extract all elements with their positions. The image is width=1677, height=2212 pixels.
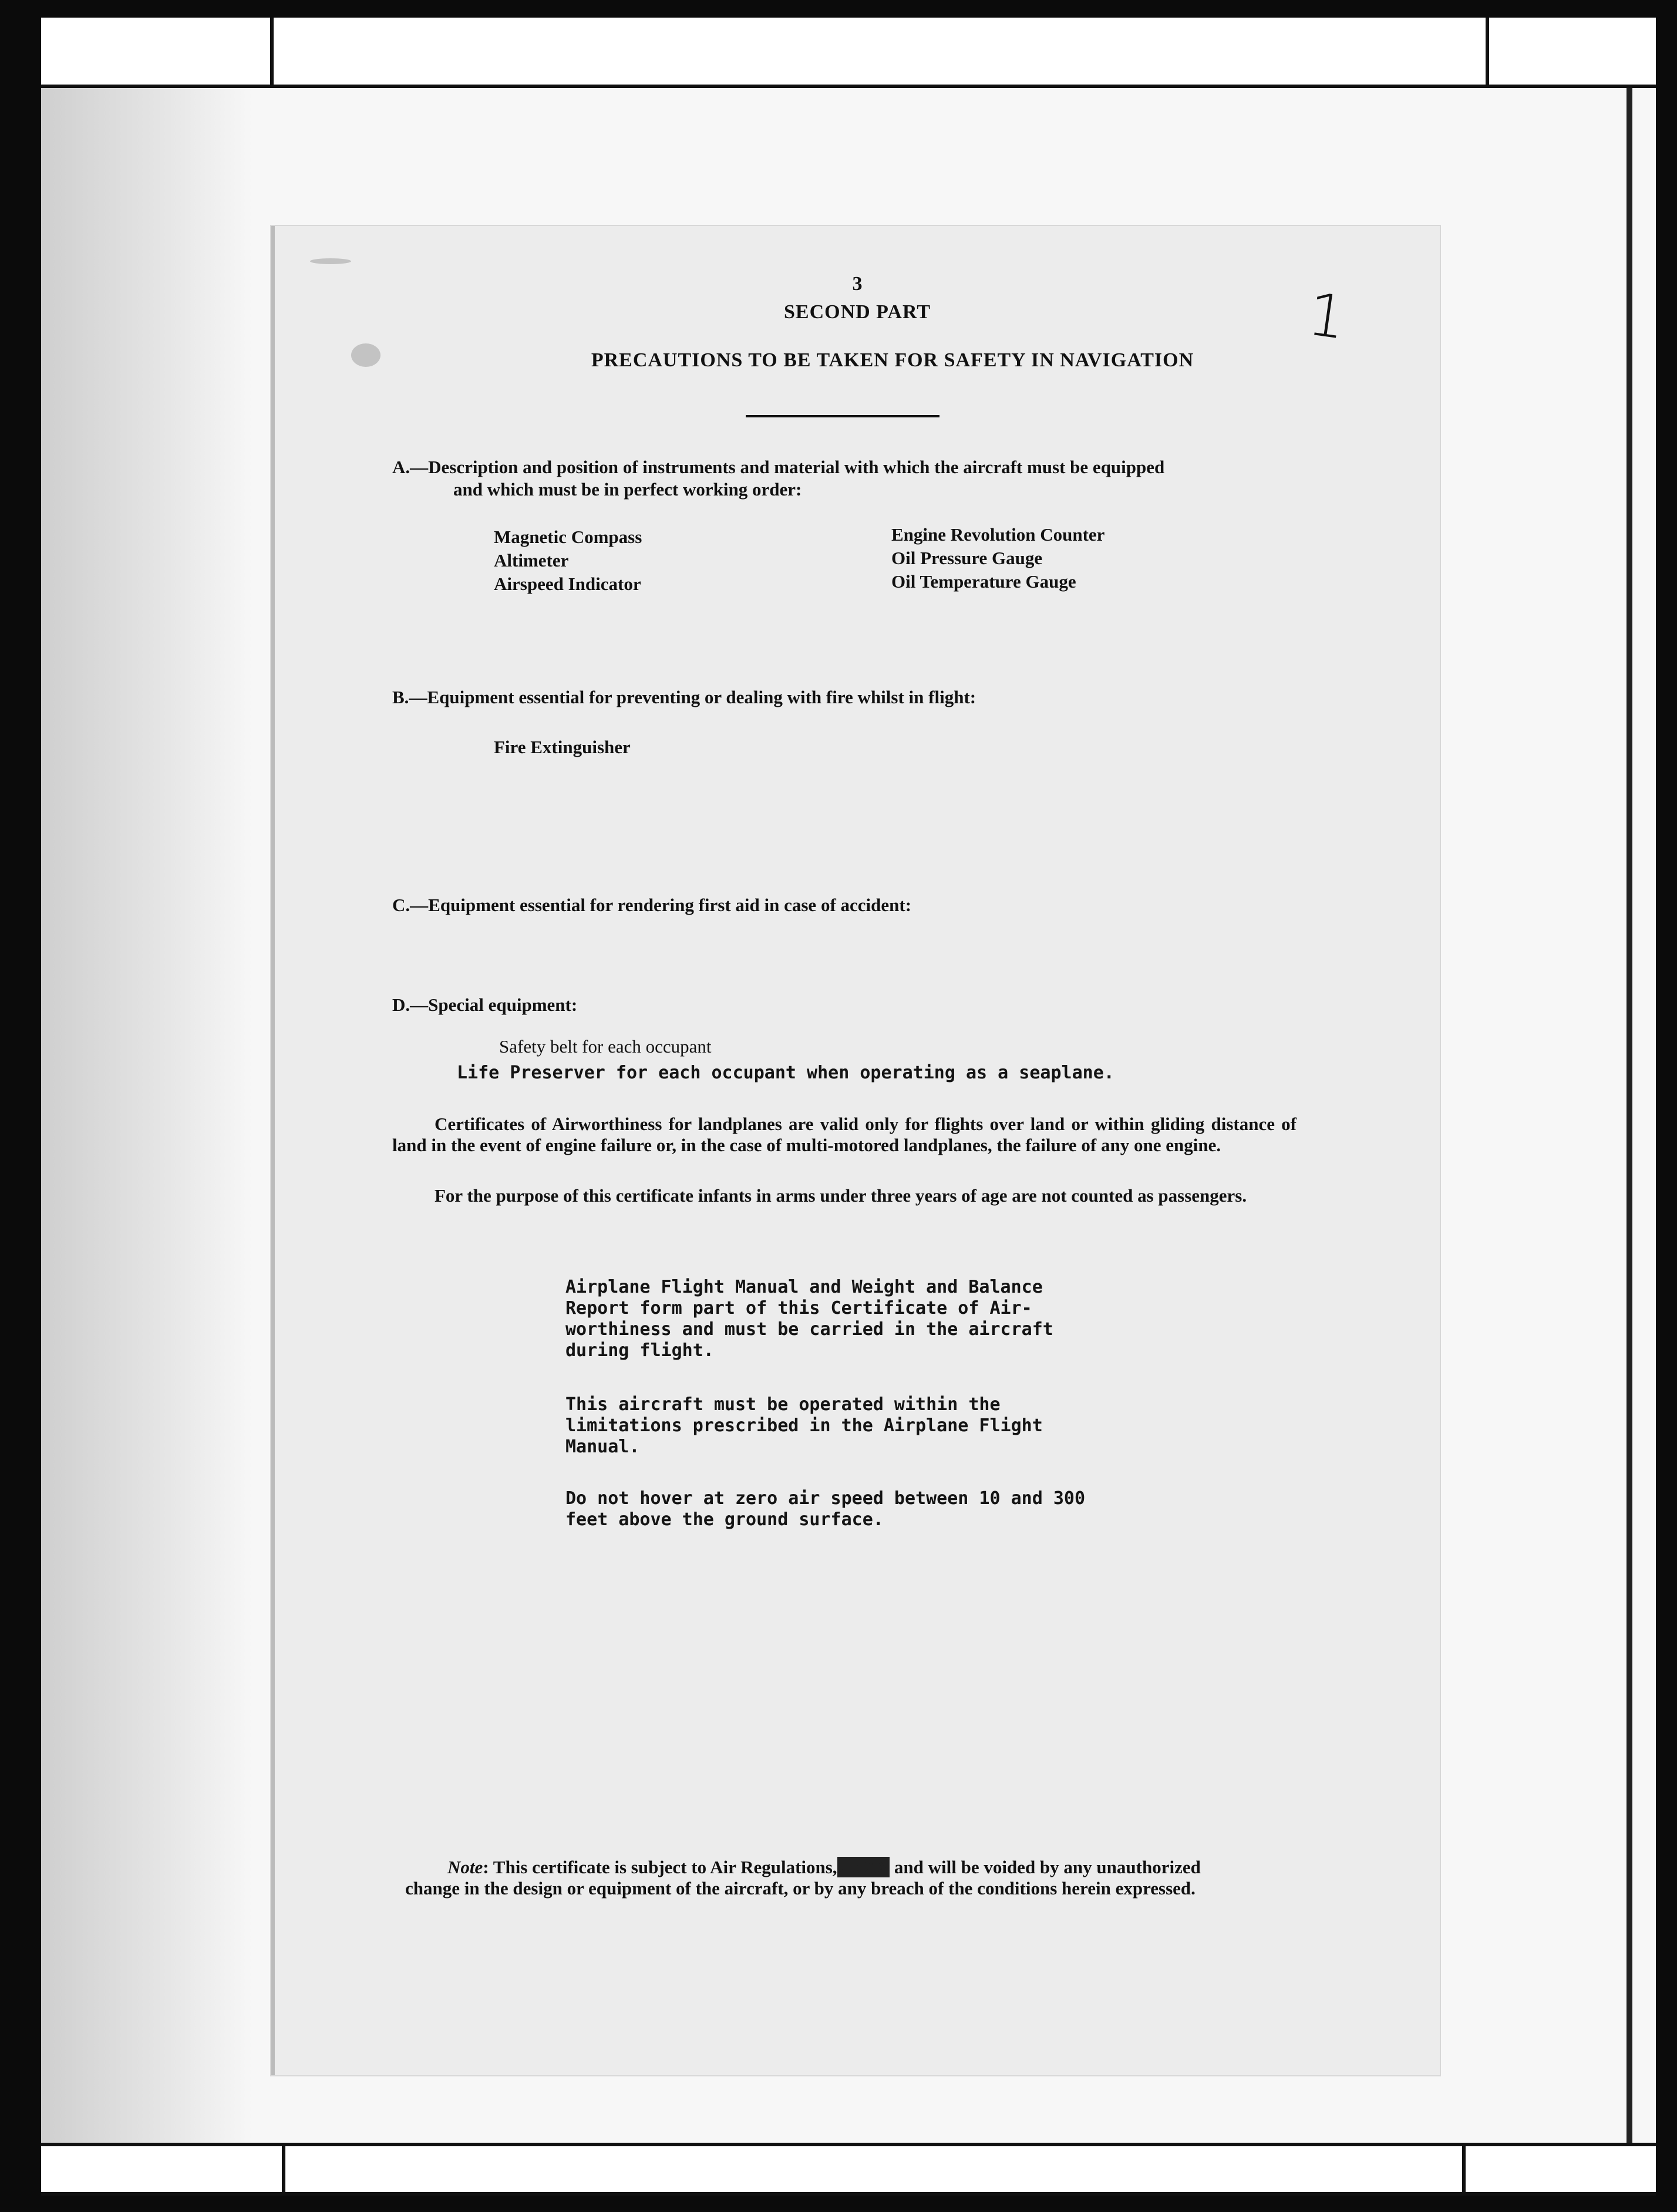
page-number: 3 [852, 273, 863, 295]
film-strip-top [41, 18, 1656, 88]
film-strip-bottom [41, 2143, 1656, 2196]
typed-line: Manual. [565, 1437, 640, 1457]
frame-divider [270, 18, 274, 85]
part-title: SECOND PART [783, 301, 931, 323]
section-b-text: —Equipment essential for preventing or dealing with fire whilst in flight: [409, 687, 976, 707]
instrument-list-right [891, 523, 1104, 594]
instrument-item: Oil Pressure Gauge [891, 548, 1043, 568]
typed-note [565, 1394, 1153, 1458]
section-d [392, 994, 577, 1016]
frame-edge [1627, 88, 1632, 2143]
frame-divider [1462, 2146, 1466, 2192]
frame-divider [282, 2146, 285, 2192]
handwritten-folio-mark: 1 [1304, 279, 1351, 353]
frame-divider [1486, 18, 1489, 85]
typed-line: during flight. [565, 1340, 714, 1361]
instrument-item: Altimeter [494, 550, 569, 571]
ink-smudge [310, 258, 351, 264]
typed-line: limitations prescribed in the Airplane Flight [565, 1415, 1043, 1436]
section-c-text: —Equipment essential for rendering first aid in case of accident: [410, 895, 912, 915]
certificate-page [271, 226, 1440, 2075]
page-heading: PRECAUTIONS TO BE TAKEN FOR SAFETY IN NAVIGATION [591, 349, 1194, 371]
scan-shadow [41, 88, 252, 2143]
typed-line: worthiness and must be carried in the aircraft [565, 1319, 1053, 1340]
note-text: : This certificate is subject to Air Regulations, [483, 1857, 837, 1877]
section-c [392, 894, 911, 916]
section-b [392, 686, 976, 709]
typed-line: Do not hover at zero air speed between 10 and 300 [565, 1488, 1086, 1509]
airworthiness-paragraph: Certificates of Airworthiness for landplanes are valid only for flights over land or within gliding distance of land in the event of engine failure or, in the case of multi-motored landplanes, the failure of any one engine. [392, 1114, 1297, 1155]
section-a-text: —Description and position of instruments and material with which the aircraft must be equipped [410, 457, 1165, 477]
section-d-label: D. [392, 994, 410, 1015]
instrument-list-left [494, 525, 642, 596]
fire-equipment-item: Fire Extinguisher [494, 737, 631, 757]
footer-note [405, 1857, 1321, 1899]
instrument-item: Airspeed Indicator [494, 574, 641, 594]
typed-special-equipment: Life Preserver for each occupant when operating as a seaplane. [457, 1063, 1114, 1083]
heading-rule [746, 415, 939, 417]
note-text-cont: and will be voided by any unauthorized [890, 1857, 1201, 1877]
note-label: Note [447, 1857, 483, 1877]
instrument-item: Engine Revolution Counter [891, 524, 1105, 545]
typed-line: This aircraft must be operated within the [565, 1394, 1001, 1415]
typed-note [565, 1277, 1153, 1361]
section-d-text: —Special equipment: [410, 994, 578, 1015]
section-a-label: A. [392, 457, 410, 477]
instrument-item: Oil Temperature Gauge [891, 571, 1076, 592]
section-a [392, 456, 1320, 501]
typed-line: feet above the ground surface. [565, 1509, 884, 1530]
note-text-line2: change in the design or equipment of the aircraft, or by any breach of the conditions herein expressed. [405, 1878, 1196, 1899]
infants-paragraph: For the purpose of this certificate infants in arms under three years of age are not counted as passengers. [435, 1185, 1247, 1206]
typed-line: Report form part of this Certificate of Air- [565, 1298, 1032, 1319]
section-b-label: B. [392, 687, 409, 707]
instrument-item: Magnetic Compass [494, 527, 642, 547]
section-c-label: C. [392, 895, 410, 915]
section-a-text-cont: and which must be in perfect working order: [453, 479, 802, 500]
special-equipment-item: Safety belt for each occupant [499, 1036, 712, 1057]
typed-note [565, 1488, 1153, 1530]
typed-line: Airplane Flight Manual and Weight and Balance [565, 1277, 1043, 1297]
redacted-text: XXXX [837, 1857, 890, 1877]
